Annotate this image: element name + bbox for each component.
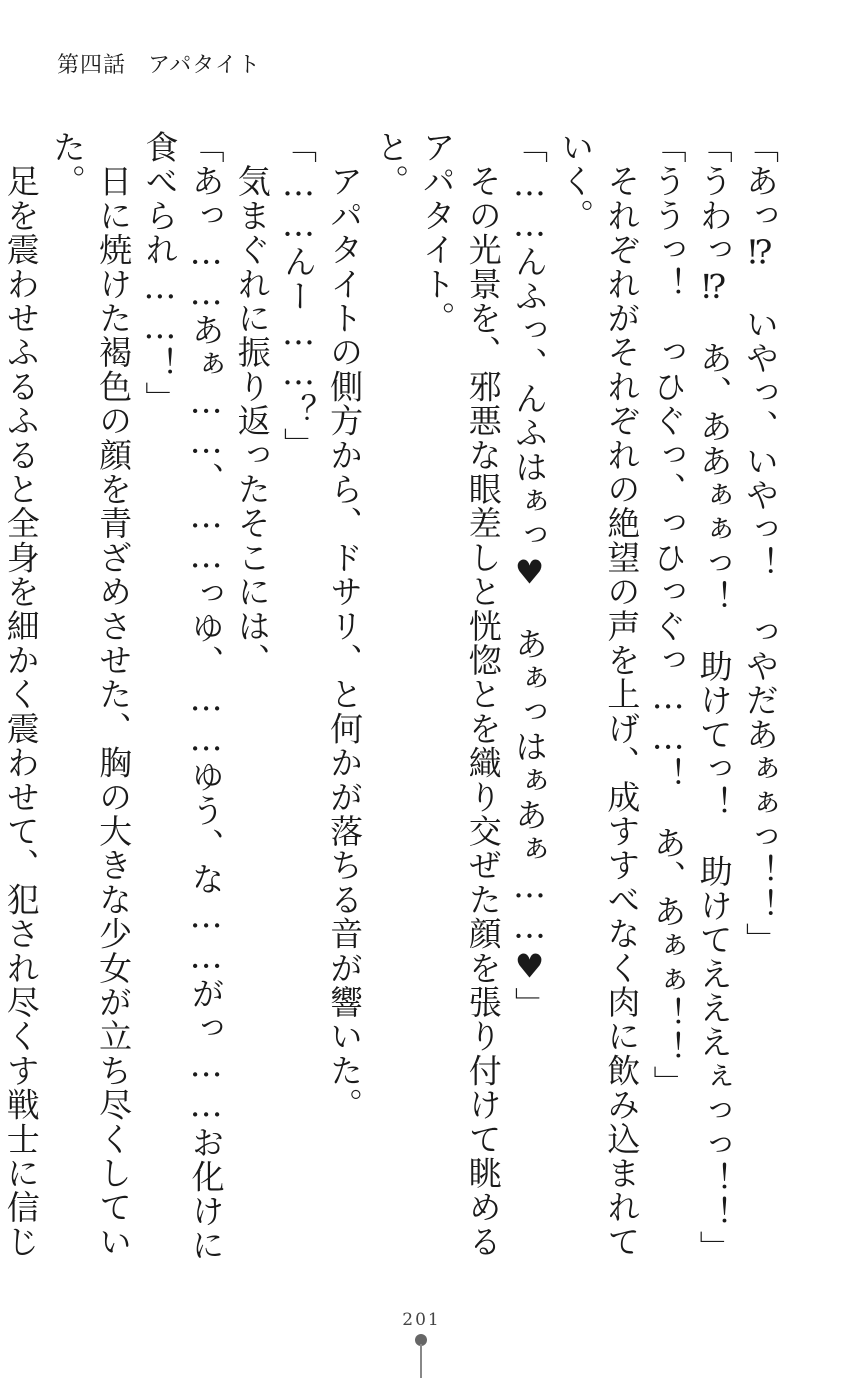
page-number: 201 [402, 1310, 441, 1330]
text-line: その光景を、邪悪な眼差しと恍惚とを織り交ぜた顔を張り付けて眺めるアパタイト。 [417, 130, 503, 1259]
folio-line-ornament [420, 1344, 422, 1378]
text-line: と。 [371, 130, 411, 199]
text-line: 気まぐれに振り返ったそこには、 [232, 130, 272, 678]
text-line: 「あっ……あぁ……、……っゆ、……ゆう、な……がっ……お化けに食べられ……！」 [140, 130, 226, 1263]
text-line: それぞれがそれぞれの絶望の声を上げ、成すすべなく肉に飲み込まれていく。 [556, 130, 642, 1259]
text-line: アパタイトの側方から、ドサリ、と何かが落ちる音が響いた。 [325, 130, 365, 1122]
text-line: 「……んふっ、んふはぁっ♥ あぁっはぁあぁ……♥」 [509, 130, 549, 1021]
body-text [1, 130, 783, 1280]
text-line: 「あっ⁉ いやっ、いやっ！ っやだあぁぁっ！！」 [741, 130, 780, 957]
chapter-number: 第四話 [57, 53, 127, 78]
text-line: 日に焼けた褐色の顔を青ざめさせた、胸の大きな少女が立ち尽くしていた。 [47, 130, 134, 1259]
text-line: 「ううっ！ っひぐっ、っひっぐっ……！ あ、あぁぁ！！」 [648, 130, 688, 1100]
chapter-title: アパタイト [148, 53, 261, 78]
text-line: 「……んー……？」 [278, 130, 318, 462]
text-line: 足を震わせふるふると全身を細かく震わせて、犯され尽くす戦士に信じ [1, 164, 41, 1259]
running-head [57, 48, 261, 79]
text-line: 「うわっ⁉ あ、ああぁぁっ！ 助けてっ！ 助けてえええぇっっ！！」 [694, 130, 734, 1265]
